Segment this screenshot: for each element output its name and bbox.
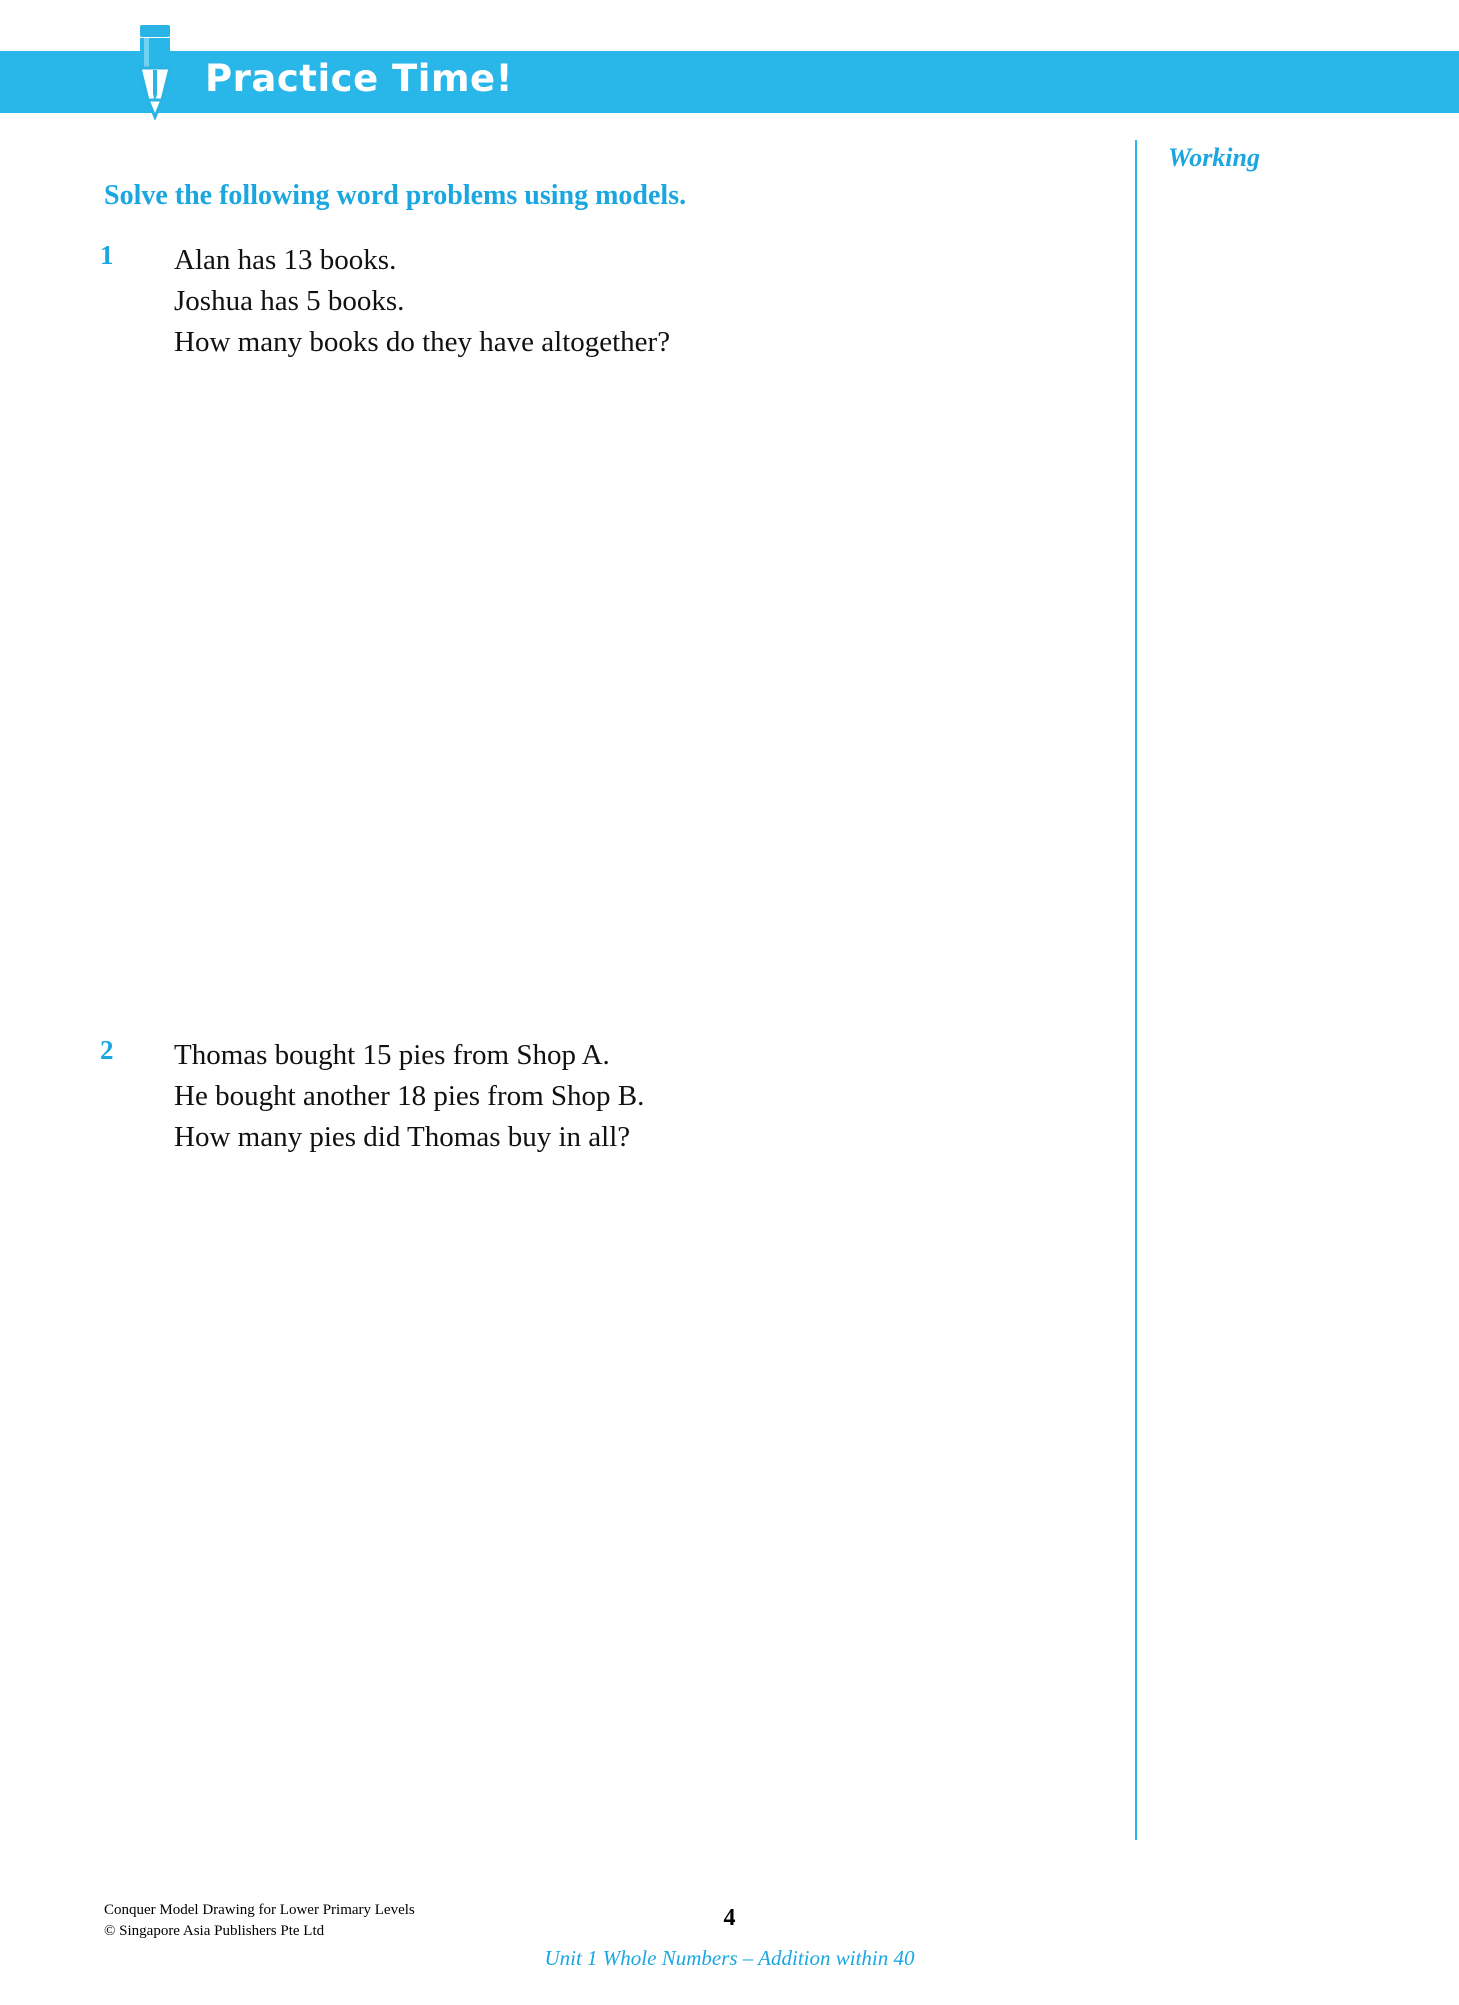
page-title: Practice Time! xyxy=(205,57,513,100)
fountain-pen-icon xyxy=(127,22,183,120)
footer-book-title: Conquer Model Drawing for Lower Primary Levels xyxy=(104,1902,415,1918)
working-label: Working xyxy=(1168,143,1260,172)
question-line: Alan has 13 books. xyxy=(174,244,397,276)
question-line: How many pies did Thomas buy in all? xyxy=(174,1121,631,1153)
working-column-divider xyxy=(1135,140,1137,1840)
question-number: 1 xyxy=(100,240,114,270)
instruction-text: Solve the following word problems using models. xyxy=(104,180,687,211)
page-number: 4 xyxy=(723,1905,736,1931)
footer-copyright: © Singapore Asia Publishers Pte Ltd xyxy=(104,1923,325,1939)
question-line: Thomas bought 15 pies from Shop A. xyxy=(174,1039,610,1071)
question-number: 2 xyxy=(100,1035,114,1065)
question-1 xyxy=(100,240,1100,363)
question-line: Joshua has 5 books. xyxy=(174,285,405,317)
footer-unit-label: Unit 1 Whole Numbers – Addition within 40 xyxy=(544,1946,915,1970)
question-line: How many books do they have altogether? xyxy=(174,326,671,358)
question-body xyxy=(174,1035,1100,1158)
question-2 xyxy=(100,1035,1100,1158)
question-line: He bought another 18 pies from Shop B. xyxy=(174,1080,645,1112)
question-body xyxy=(174,240,1100,363)
